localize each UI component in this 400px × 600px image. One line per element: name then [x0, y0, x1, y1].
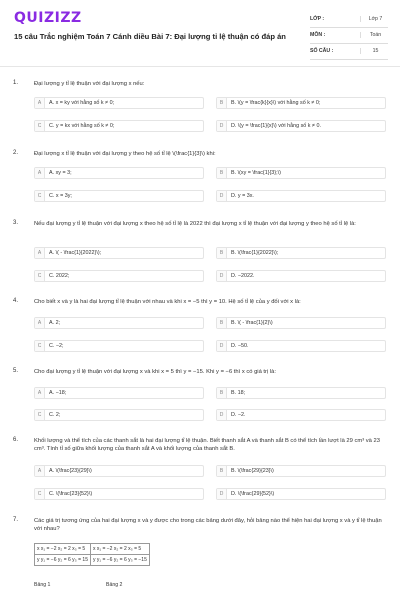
- option-letter: B: [217, 466, 227, 476]
- question-number: 4.: [13, 298, 19, 304]
- option-d[interactable]: [216, 120, 386, 132]
- question-number: 1.: [13, 80, 19, 86]
- option-letter: A: [35, 388, 45, 398]
- worksheet-header: [0, 0, 400, 62]
- table-cell: y y₁ = −6 y₂ = 6 y₃ = 15: [35, 555, 91, 566]
- meta-key: MÔN :: [310, 32, 326, 38]
- question-number: 5.: [13, 368, 19, 374]
- option-c[interactable]: [34, 270, 204, 282]
- table-cell: x x₁ = −2 x₂ = 2 x₃ = 5: [90, 544, 149, 555]
- meta-value: 15: [360, 48, 388, 54]
- option-text: B. \(y = \frac{k}{x}\) với hằng số k ≠ 0;: [231, 100, 321, 106]
- option-b[interactable]: [216, 465, 386, 477]
- option-letter: D: [217, 341, 227, 351]
- option-letter: C: [35, 121, 45, 131]
- option-letter: B: [217, 318, 227, 328]
- option-a[interactable]: [34, 387, 204, 399]
- option-letter: D: [217, 489, 227, 499]
- option-b[interactable]: [216, 317, 386, 329]
- question-text: Nếu đại lượng y tỉ lệ thuận với đại lượng x theo hệ số tỉ lệ là 2022 thì đại lượng x tỉ lệ thuận với đại lượng y theo hệ số tỉ lệ là:: [34, 221, 356, 227]
- question-number: 7.: [13, 517, 19, 523]
- option-text: C. −2;: [49, 343, 64, 349]
- option-text: D. −2.: [231, 412, 246, 418]
- option-c[interactable]: [34, 120, 204, 132]
- meta-row-class: [310, 12, 388, 28]
- option-d[interactable]: [216, 409, 386, 421]
- option-letter: D: [217, 121, 227, 131]
- question-number: 2.: [13, 150, 19, 156]
- option-letter: A: [35, 466, 45, 476]
- option-d[interactable]: [216, 190, 386, 202]
- table-cell: x x₁ = −2 x₂ = 2 x₃ = 5: [35, 544, 91, 555]
- option-letter: C: [35, 271, 45, 281]
- question-text: Đại lượng y tỉ lệ thuận với đại lượng x nếu:: [34, 81, 145, 87]
- option-letter: B: [217, 98, 227, 108]
- quizizz-logo: QUIZIZZ: [14, 10, 82, 26]
- meta-key: LỚP :: [310, 16, 325, 22]
- option-letter: D: [217, 410, 227, 420]
- value-table: [34, 543, 150, 566]
- option-text: D. −50.: [231, 343, 249, 349]
- question-number: 3.: [13, 220, 19, 226]
- option-text: D. −2022.: [231, 273, 255, 279]
- meta-row-count: [310, 44, 388, 60]
- meta-key: SỐ CÂU :: [310, 48, 334, 54]
- table-cell: y y₁ = −6 y₂ = 6 y₃ = −15: [90, 555, 149, 566]
- question-text: Khối lượng và thể tích của các thanh sắt là hai đại lượng tỉ lệ thuận. Biết thanh sắt A và thanh sắt B có thể tích lần lượt là 29 cm³ và 23 cm³. Tính tỉ số giữa khối lượng của thanh sắt A và khối lượng của thanh sắt B.: [34, 438, 380, 452]
- option-letter: C: [35, 341, 45, 351]
- option-text: A. \( - \frac{1}{2022}\);: [49, 250, 102, 256]
- option-text: B. \(xy = \frac{1}{3};\): [231, 170, 281, 176]
- option-text: D. \(\frac{29}{52}\): [231, 491, 275, 497]
- option-text: B. \( - \frac{1}{2}\): [231, 320, 273, 326]
- option-c[interactable]: [34, 190, 204, 202]
- option-b[interactable]: [216, 387, 386, 399]
- option-text: B. \(\frac{29}{23}\): [231, 468, 274, 474]
- option-b[interactable]: [216, 247, 386, 259]
- option-text: B. 18;: [231, 390, 246, 396]
- option-letter: D: [217, 191, 227, 201]
- option-text: A. x = ky với hằng số k ≠ 0;: [49, 100, 115, 106]
- option-text: C. 2022;: [49, 273, 70, 279]
- question-text: Cho biết x và y là hai đại lượng tỉ lệ thuận với nhau và khi x = −5 thì y = 10. Hệ số tỉ lệ của y đối với x là:: [34, 299, 301, 305]
- option-text: C. \(\frac{23}{52}\): [49, 491, 93, 497]
- option-c[interactable]: [34, 409, 204, 421]
- option-c[interactable]: [34, 488, 204, 500]
- header-divider: [0, 66, 400, 67]
- table-caption-1: Bảng 1: [34, 582, 51, 588]
- page-title: 15 câu Trắc nghiệm Toán 7 Cánh diều Bài 7: Đại lượng tỉ lệ thuận có đáp án: [14, 32, 286, 41]
- question-text: Các giá trị tương ứng của hai đại lượng x và y được cho trong các bảng dưới đây, hỏi bảng nào thể hiện hai đại lượng x và y tỉ lệ thuận với nhau?: [34, 518, 382, 532]
- option-d[interactable]: [216, 270, 386, 282]
- meta-value: Toán: [360, 32, 388, 38]
- option-letter: A: [35, 318, 45, 328]
- option-d[interactable]: [216, 488, 386, 500]
- option-a[interactable]: [34, 247, 204, 259]
- option-d[interactable]: [216, 340, 386, 352]
- option-letter: B: [217, 388, 227, 398]
- option-letter: B: [217, 248, 227, 258]
- table-row: [35, 555, 150, 566]
- option-a[interactable]: [34, 167, 204, 179]
- option-letter: B: [217, 168, 227, 178]
- option-letter: A: [35, 98, 45, 108]
- option-a[interactable]: [34, 317, 204, 329]
- option-text: A. −18;: [49, 390, 67, 396]
- option-letter: A: [35, 168, 45, 178]
- table-caption-2: Bảng 2: [106, 582, 123, 588]
- question-text: Cho đại lượng y tỉ lệ thuận với đại lượng x và khi x = 5 thì y = −15. Khi y = −6 thì x có giá trị là:: [34, 369, 276, 375]
- meta-row-subject: [310, 28, 388, 44]
- option-text: B. \(\frac{1}{2022}\);: [231, 250, 279, 256]
- option-letter: D: [217, 271, 227, 281]
- option-b[interactable]: [216, 97, 386, 109]
- option-a[interactable]: [34, 97, 204, 109]
- table-row: [35, 544, 150, 555]
- option-letter: C: [35, 191, 45, 201]
- option-b[interactable]: [216, 167, 386, 179]
- option-text: D. y = 3x.: [231, 193, 254, 199]
- option-text: A. 2;: [49, 320, 61, 326]
- option-letter: A: [35, 248, 45, 258]
- question-text: Đại lượng x tỉ lệ thuận với đại lượng y theo hệ số tỉ lệ \(\frac{1}{3}\) khi:: [34, 151, 216, 157]
- question-number: 6.: [13, 437, 19, 443]
- option-letter: C: [35, 489, 45, 499]
- option-text: C. 2;: [49, 412, 61, 418]
- option-c[interactable]: [34, 340, 204, 352]
- meta-panel: [310, 12, 388, 60]
- option-text: A. xy = 3;: [49, 170, 72, 176]
- option-a[interactable]: [34, 465, 204, 477]
- option-text: D. \(y = \frac{1}{x}\) với hằng số k ≠ 0.: [231, 123, 321, 129]
- option-letter: C: [35, 410, 45, 420]
- option-text: C. x = 3y;: [49, 193, 72, 199]
- option-text: A. \(\frac{23}{29}\): [49, 468, 92, 474]
- meta-value: Lớp 7: [360, 16, 388, 22]
- option-text: C. y = kx với hằng số k ≠ 0;: [49, 123, 115, 129]
